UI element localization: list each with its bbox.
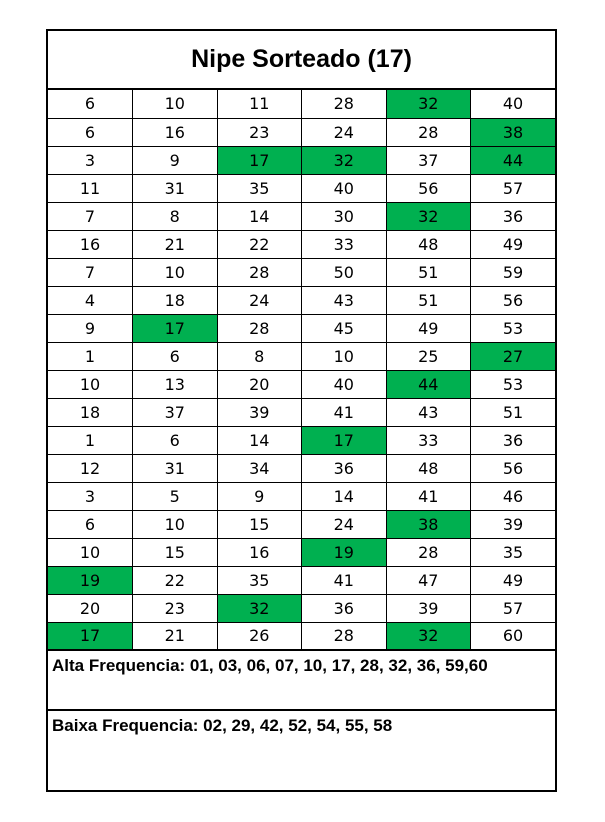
number-cell: 25 — [386, 342, 471, 370]
table-row — [48, 482, 555, 510]
high-frequency-note: Alta Frequencia: 01, 03, 06, 07, 10, 17, 28, 32, 36, 59,60 — [48, 651, 555, 711]
highlighted-number-cell: 17 — [48, 622, 133, 650]
highlighted-number-cell: 32 — [386, 622, 471, 650]
number-cell: 14 — [217, 426, 302, 454]
highlighted-number-cell: 17 — [302, 426, 387, 454]
number-cell: 56 — [471, 286, 556, 314]
number-cell: 6 — [48, 90, 133, 118]
table-row — [48, 538, 555, 566]
table-row — [48, 594, 555, 622]
number-cell: 28 — [386, 538, 471, 566]
number-cell: 57 — [471, 174, 556, 202]
number-cell: 21 — [133, 230, 218, 258]
number-cell: 18 — [133, 286, 218, 314]
table-row — [48, 90, 555, 118]
highlighted-number-cell: 17 — [217, 146, 302, 174]
highlighted-number-cell: 38 — [386, 510, 471, 538]
table-row — [48, 342, 555, 370]
number-cell: 43 — [386, 398, 471, 426]
number-cell: 16 — [48, 230, 133, 258]
table-row — [48, 118, 555, 146]
table-row — [48, 258, 555, 286]
table-row — [48, 426, 555, 454]
highlighted-number-cell: 17 — [133, 314, 218, 342]
highlighted-number-cell: 44 — [386, 370, 471, 398]
number-cell: 43 — [302, 286, 387, 314]
table-row — [48, 202, 555, 230]
number-cell: 40 — [302, 174, 387, 202]
number-cell: 14 — [302, 482, 387, 510]
number-cell: 10 — [133, 258, 218, 286]
number-cell: 10 — [133, 90, 218, 118]
lottery-sheet — [46, 29, 557, 792]
number-cell: 24 — [217, 286, 302, 314]
highlighted-number-cell: 27 — [471, 342, 556, 370]
number-cell: 41 — [302, 398, 387, 426]
number-cell: 16 — [133, 118, 218, 146]
number-cell: 28 — [302, 90, 387, 118]
number-cell: 7 — [48, 258, 133, 286]
number-cell: 36 — [302, 454, 387, 482]
number-cell: 5 — [133, 482, 218, 510]
number-cell: 49 — [471, 230, 556, 258]
number-cell: 47 — [386, 566, 471, 594]
number-cell: 15 — [133, 538, 218, 566]
number-cell: 36 — [302, 594, 387, 622]
number-cell: 22 — [133, 566, 218, 594]
number-cell: 51 — [471, 398, 556, 426]
number-cell: 18 — [48, 398, 133, 426]
table-row — [48, 314, 555, 342]
number-cell: 56 — [386, 174, 471, 202]
highlighted-number-cell: 19 — [48, 566, 133, 594]
number-cell: 4 — [48, 286, 133, 314]
number-cell: 7 — [48, 202, 133, 230]
number-cell: 10 — [133, 510, 218, 538]
highlighted-number-cell: 32 — [302, 146, 387, 174]
number-cell: 11 — [217, 90, 302, 118]
number-cell: 35 — [217, 566, 302, 594]
number-cell: 10 — [48, 538, 133, 566]
number-cell: 33 — [386, 426, 471, 454]
number-cell: 48 — [386, 230, 471, 258]
number-cell: 1 — [48, 426, 133, 454]
number-cell: 28 — [217, 314, 302, 342]
number-cell: 53 — [471, 314, 556, 342]
number-cell: 60 — [471, 622, 556, 650]
number-cell: 45 — [302, 314, 387, 342]
number-cell: 6 — [48, 118, 133, 146]
number-cell: 23 — [217, 118, 302, 146]
number-cell: 24 — [302, 510, 387, 538]
number-cell: 37 — [386, 146, 471, 174]
number-cell: 49 — [386, 314, 471, 342]
number-cell: 11 — [48, 174, 133, 202]
highlighted-number-cell: 32 — [217, 594, 302, 622]
table-row — [48, 398, 555, 426]
number-cell: 6 — [133, 342, 218, 370]
number-cell: 26 — [217, 622, 302, 650]
number-cell: 28 — [302, 622, 387, 650]
highlighted-number-cell: 44 — [471, 146, 556, 174]
number-cell: 39 — [386, 594, 471, 622]
number-cell: 31 — [133, 454, 218, 482]
number-cell: 59 — [471, 258, 556, 286]
number-cell: 48 — [386, 454, 471, 482]
number-cell: 49 — [471, 566, 556, 594]
number-cell: 6 — [48, 510, 133, 538]
number-cell: 36 — [471, 426, 556, 454]
highlighted-number-cell: 38 — [471, 118, 556, 146]
highlighted-number-cell: 32 — [386, 90, 471, 118]
number-cell: 39 — [471, 510, 556, 538]
number-cell: 36 — [471, 202, 556, 230]
number-cell: 3 — [48, 482, 133, 510]
number-cell: 12 — [48, 454, 133, 482]
number-cell: 9 — [217, 482, 302, 510]
table-row — [48, 146, 555, 174]
numbers-table-body — [48, 90, 555, 650]
number-cell: 28 — [217, 258, 302, 286]
highlighted-number-cell: 19 — [302, 538, 387, 566]
number-cell: 31 — [133, 174, 218, 202]
number-cell: 24 — [302, 118, 387, 146]
number-cell: 30 — [302, 202, 387, 230]
number-cell: 22 — [217, 230, 302, 258]
number-cell: 14 — [217, 202, 302, 230]
table-row — [48, 370, 555, 398]
number-cell: 1 — [48, 342, 133, 370]
number-cell: 56 — [471, 454, 556, 482]
low-frequency-note: Baixa Frequencia: 02, 29, 42, 52, 54, 55, 58 — [52, 716, 393, 735]
number-cell: 41 — [302, 566, 387, 594]
table-row — [48, 622, 555, 650]
number-cell: 57 — [471, 594, 556, 622]
number-cell: 50 — [302, 258, 387, 286]
number-cell: 35 — [471, 538, 556, 566]
number-cell: 37 — [133, 398, 218, 426]
number-cell: 39 — [217, 398, 302, 426]
table-row — [48, 510, 555, 538]
number-cell: 23 — [133, 594, 218, 622]
number-cell: 10 — [302, 342, 387, 370]
number-cell: 9 — [133, 146, 218, 174]
number-cell: 20 — [217, 370, 302, 398]
table-row — [48, 286, 555, 314]
number-cell: 51 — [386, 286, 471, 314]
number-cell: 28 — [386, 118, 471, 146]
number-cell: 40 — [471, 90, 556, 118]
table-row — [48, 454, 555, 482]
sheet-title: Nipe Sorteado (17) — [48, 31, 555, 90]
table-row — [48, 566, 555, 594]
numbers-table — [48, 90, 555, 651]
number-cell: 20 — [48, 594, 133, 622]
number-cell: 33 — [302, 230, 387, 258]
number-cell: 16 — [217, 538, 302, 566]
number-cell: 35 — [217, 174, 302, 202]
number-cell: 34 — [217, 454, 302, 482]
number-cell: 13 — [133, 370, 218, 398]
number-cell: 15 — [217, 510, 302, 538]
number-cell: 41 — [386, 482, 471, 510]
number-cell: 6 — [133, 426, 218, 454]
number-cell: 21 — [133, 622, 218, 650]
number-cell: 10 — [48, 370, 133, 398]
number-cell: 40 — [302, 370, 387, 398]
number-cell: 8 — [133, 202, 218, 230]
highlighted-number-cell: 32 — [386, 202, 471, 230]
table-row — [48, 174, 555, 202]
table-row — [48, 230, 555, 258]
number-cell: 3 — [48, 146, 133, 174]
number-cell: 8 — [217, 342, 302, 370]
number-cell: 51 — [386, 258, 471, 286]
number-cell: 46 — [471, 482, 556, 510]
number-cell: 53 — [471, 370, 556, 398]
number-cell: 9 — [48, 314, 133, 342]
